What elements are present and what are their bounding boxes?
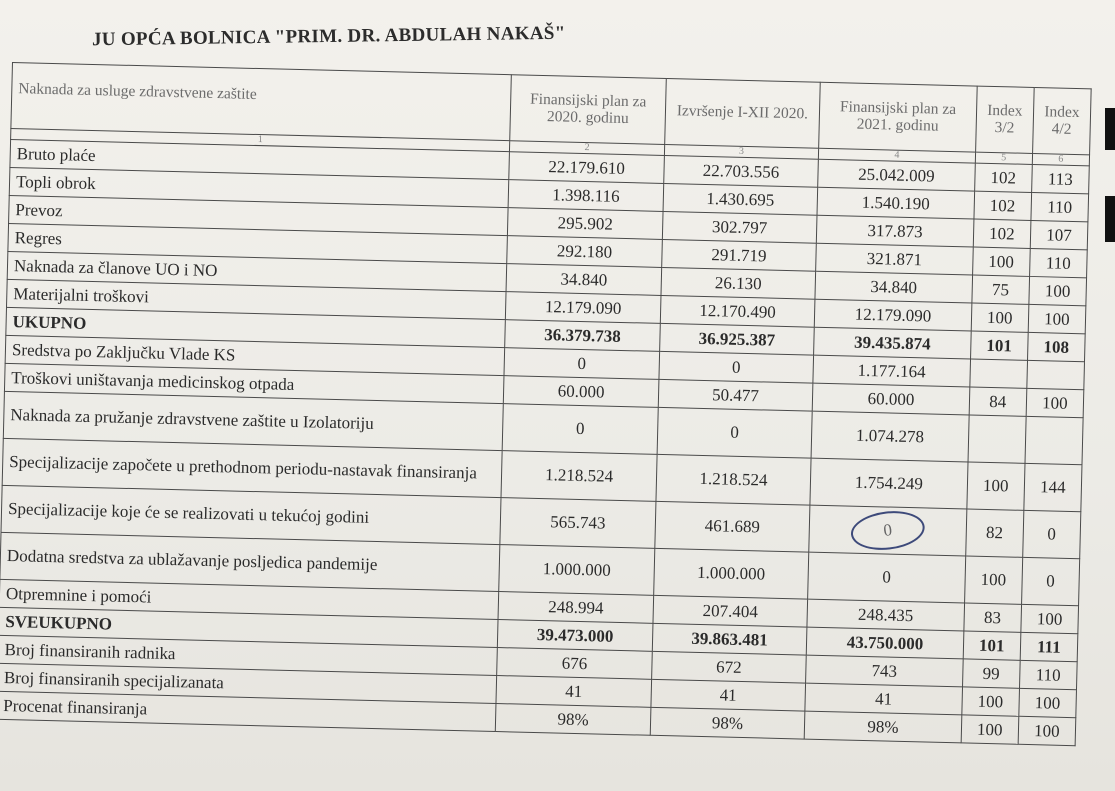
execution-2020-cell: 207.404	[653, 595, 808, 627]
index-3-2-cell: 75	[972, 275, 1030, 304]
column-header: Index 4/2	[1032, 87, 1091, 154]
index-3-2-cell: 102	[974, 163, 1032, 192]
index-3-2-cell: 82	[965, 509, 1023, 557]
index-4-2-cell: 100	[1019, 688, 1077, 717]
execution-2020-cell: 98%	[650, 707, 805, 739]
index-4-2-cell	[1025, 416, 1083, 464]
execution-2020-cell: 461.689	[655, 501, 811, 552]
plan-2021-cell: 1.540.190	[817, 187, 974, 219]
plan-2020-cell: 60.000	[504, 376, 659, 408]
document-title: JU OPĆA BOLNICA "PRIM. DR. ABDULAH NAKAŠ"	[91, 22, 566, 51]
row-label: Sredstva po Zaključku Vlade KS	[5, 335, 505, 375]
index-3-2-cell: 101	[963, 631, 1021, 660]
row-label: Bruto plaće	[10, 139, 510, 179]
plan-2021-cell: 60.000	[812, 383, 969, 415]
column-header: Izvršenje I-XII 2020.	[664, 78, 820, 148]
execution-2020-cell: 302.797	[662, 211, 817, 243]
execution-2020-cell: 0	[657, 407, 813, 458]
execution-2020-cell: 291.719	[661, 239, 816, 271]
financial-table-wrapper	[0, 62, 1092, 746]
execution-2020-cell: 0	[659, 351, 814, 383]
plan-2020-cell: 98%	[496, 704, 651, 736]
plan-2020-cell: 248.994	[498, 592, 653, 624]
index-4-2-cell: 0	[1021, 557, 1079, 605]
index-4-2-cell: 108	[1027, 332, 1085, 361]
index-4-2-cell: 110	[1031, 192, 1089, 221]
index-3-2-cell: 83	[964, 603, 1022, 632]
plan-2021-cell: 98%	[804, 711, 961, 743]
plan-2020-cell: 36.379.738	[505, 320, 660, 352]
execution-2020-cell: 1.000.000	[653, 548, 809, 599]
execution-2020-cell: 1.430.695	[663, 183, 818, 215]
row-label: Troškovi uništavanja medicinskog otpada	[4, 363, 504, 403]
execution-2020-cell: 41	[651, 679, 806, 711]
index-4-2-cell: 100	[1021, 604, 1079, 633]
plan-2020-cell: 39.473.000	[498, 620, 653, 652]
plan-2020-cell: 0	[502, 404, 658, 455]
plan-2021-cell: 0	[808, 552, 966, 603]
column-number: 3	[664, 144, 819, 159]
plan-2020-cell: 1.218.524	[501, 451, 657, 502]
row-label: Topli obrok	[9, 167, 509, 207]
plan-2021-cell: 248.435	[807, 599, 964, 631]
binder-mark	[1105, 108, 1115, 150]
row-label: Specijalizacije započete u prethodnom periodu-nastavak finansiranja	[2, 438, 502, 497]
row-label: Regres	[8, 223, 508, 263]
plan-2021-cell: 41	[805, 683, 962, 715]
plan-2020-cell: 41	[496, 676, 651, 708]
index-3-2-cell: 102	[973, 219, 1031, 248]
index-4-2-cell	[1027, 360, 1085, 389]
plan-2020-cell: 676	[497, 648, 652, 680]
execution-2020-cell: 50.477	[658, 379, 813, 411]
row-label: Naknada za članove UO i NO	[7, 251, 507, 291]
plan-2021-cell: 34.840	[815, 271, 972, 303]
plan-2020-cell: 1.398.116	[508, 180, 663, 212]
index-3-2-cell: 101	[970, 331, 1028, 360]
plan-2020-cell: 292.180	[507, 236, 662, 268]
row-label: Materijalni troškovi	[7, 279, 507, 319]
column-number: 6	[1032, 153, 1089, 165]
column-number: 1	[11, 128, 510, 151]
index-4-2-cell: 100	[1026, 388, 1084, 417]
index-3-2-cell: 100	[971, 303, 1029, 332]
execution-2020-cell: 36.925.387	[659, 323, 814, 355]
index-3-2-cell: 100	[967, 462, 1025, 510]
row-label: UKUPNO	[6, 307, 506, 347]
row-label: Prevoz	[9, 195, 509, 235]
execution-2020-cell: 672	[651, 651, 806, 683]
plan-2021-cell: 321.871	[816, 243, 973, 275]
plan-2020-cell: 22.179.610	[509, 152, 664, 184]
row-label: SVEUKUPNO	[0, 607, 498, 647]
pen-circled-value: 0	[849, 507, 927, 553]
column-header: Naknada za usluge zdravstvene zaštite	[11, 63, 512, 141]
row-label: Specijalizacije koje će se realizovati u tekućoj godini	[1, 485, 501, 544]
column-header: Index 3/2	[975, 86, 1034, 153]
column-number: 5	[975, 152, 1032, 164]
row-label: Otpremnine i pomoći	[0, 579, 499, 619]
plan-2021-cell: 43.750.000	[806, 627, 963, 659]
execution-2020-cell: 12.170.490	[660, 295, 815, 327]
index-3-2-cell	[968, 415, 1026, 463]
execution-2020-cell: 39.863.481	[652, 623, 807, 655]
index-4-2-cell: 100	[1028, 304, 1086, 333]
index-3-2-cell: 102	[974, 191, 1032, 220]
index-4-2-cell: 111	[1020, 632, 1078, 661]
plan-2020-cell: 1.000.000	[499, 545, 655, 596]
binder-mark	[1105, 196, 1115, 242]
plan-2021-cell: 743	[806, 655, 963, 687]
plan-2021-cell: 1.177.164	[813, 355, 970, 387]
plan-2020-cell: 12.179.090	[506, 292, 661, 324]
index-3-2-cell: 84	[969, 387, 1027, 416]
execution-2020-cell: 26.130	[661, 267, 816, 299]
column-header: Finansijski plan za 2020. godinu	[510, 75, 666, 145]
execution-2020-cell: 22.703.556	[663, 155, 818, 187]
index-3-2-cell	[970, 359, 1028, 388]
plan-2020-cell: 0	[504, 348, 659, 380]
row-label: Naknada za pružanje zdravstvene zaštite u Izolatoriju	[3, 391, 503, 450]
plan-2021-cell: 317.873	[816, 215, 973, 247]
column-header: Finansijski plan za 2021. godinu	[819, 82, 977, 152]
index-4-2-cell: 144	[1024, 463, 1082, 511]
column-number: 2	[510, 141, 665, 156]
plan-2020-cell: 34.840	[506, 264, 661, 296]
index-3-2-cell: 100	[961, 715, 1019, 744]
plan-2021-cell: 1.074.278	[811, 411, 969, 462]
plan-2021-cell: 1.754.249	[810, 458, 968, 509]
plan-2020-cell: 295.902	[508, 208, 663, 240]
index-3-2-cell: 100	[964, 556, 1022, 604]
index-4-2-cell: 110	[1029, 248, 1087, 277]
index-4-2-cell: 107	[1030, 220, 1088, 249]
row-label: Broj finansiranih radnika	[0, 635, 498, 675]
financial-table	[0, 62, 1092, 746]
index-4-2-cell: 100	[1029, 276, 1087, 305]
column-number: 4	[819, 148, 976, 163]
index-4-2-cell: 0	[1023, 510, 1081, 558]
index-3-2-cell: 100	[962, 687, 1020, 716]
index-3-2-cell: 100	[972, 247, 1030, 276]
row-label: Procenat finansiranja	[0, 691, 496, 731]
row-label: Dodatna sredstva za ublažavanje posljedica pandemije	[0, 532, 500, 591]
row-label: Broj finansiranih specijalizanata	[0, 663, 497, 703]
index-4-2-cell: 100	[1018, 716, 1076, 745]
execution-2020-cell: 1.218.524	[656, 454, 812, 505]
plan-2021-cell: 25.042.009	[818, 159, 975, 191]
plan-2021-cell: 39.435.874	[814, 327, 971, 359]
plan-2021-cell: 12.179.090	[814, 299, 971, 331]
index-4-2-cell: 110	[1019, 660, 1077, 689]
index-4-2-cell: 113	[1031, 164, 1089, 193]
plan-2020-cell: 565.743	[500, 498, 656, 549]
index-3-2-cell: 99	[962, 659, 1020, 688]
plan-2021-cell	[809, 505, 967, 556]
